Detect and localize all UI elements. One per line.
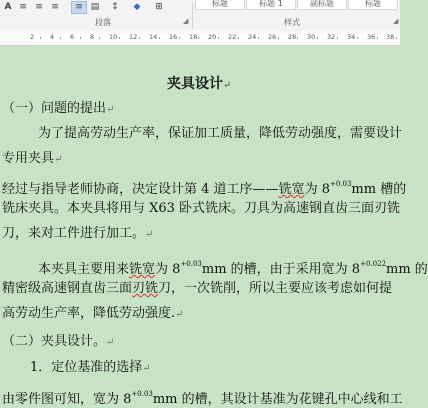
section-heading[interactable]: （二）夹具设计。↵ (2, 334, 115, 349)
paragraph-line[interactable]: 高劳动生产率，降低劳动强度.↵ (2, 306, 184, 321)
ruler-tick (317, 37, 318, 39)
ruler-number: 2 (30, 33, 35, 41)
ruler-number: 18 (189, 33, 198, 41)
ruler-tick (198, 37, 199, 39)
ruler-tick (40, 37, 41, 39)
styles-dialog-launcher[interactable]: ◢ (393, 17, 399, 25)
ruler-tick (60, 37, 61, 39)
ruler-number: 4 (50, 33, 55, 41)
ruler-number: 38 (386, 33, 395, 41)
paragraph-dialog-launcher[interactable]: ◢ (183, 17, 189, 25)
paragraph-line[interactable]: 刀，来对工件进行加工。↵ (2, 226, 154, 241)
ruler-tick (80, 37, 81, 39)
document-title[interactable]: 夹具设计↵ (167, 76, 232, 92)
ruler-tick (179, 37, 180, 39)
ruler-tick (99, 37, 100, 39)
ruler-tick (218, 37, 219, 39)
ruler-number: 32 (327, 33, 336, 41)
paragraph-line[interactable]: 精密级高速钢直齿三面刃铣刀，一次铣削，所以主要应该考虑如何提 (2, 281, 393, 296)
paragraph-line[interactable]: 专用夹具↵ (2, 151, 63, 166)
shading-button[interactable]: ◆ (133, 2, 141, 12)
align-left-button[interactable]: ≡ (19, 2, 27, 12)
ruler-number: 24 (248, 33, 257, 41)
ruler-tick (258, 37, 259, 39)
paragraph-line[interactable]: 经过与指导老师协商，决定设计第 4 道工序——铣宽为 $8^{+0.03}mm$ 槽的 (2, 180, 407, 197)
ruler-number: 10 (109, 33, 118, 41)
align-center-button[interactable]: ≡ (35, 2, 43, 12)
ruler-tick (238, 37, 239, 39)
document-page[interactable] (0, 46, 428, 407)
paragraph-group-label: 段落 (95, 18, 111, 27)
ruler-tick (357, 37, 358, 39)
subsection-heading[interactable]: 1．定位基准的选择↵ (30, 360, 151, 375)
ruler-number: 20 (208, 33, 217, 41)
style-gallery-item[interactable]: 标题 (348, 0, 398, 10)
ruler-number: 34 (347, 33, 356, 41)
ruler-tick (278, 37, 279, 39)
paragraph-line[interactable]: 铣床夹具。本夹具将用与 X63 卧式铣床。刀具为高速钢直齿三面刃铣 (2, 201, 401, 216)
ruler-number: 26 (268, 33, 277, 41)
section-heading[interactable]: （一）问题的提出↵ (2, 101, 115, 116)
ruler-number: 22 (228, 33, 237, 41)
ruler-tick (337, 37, 338, 39)
horizontal-ruler[interactable] (0, 31, 400, 46)
borders-button[interactable]: ⊞ (155, 2, 163, 12)
ruler-number: 12 (129, 33, 138, 41)
ribbon (0, 0, 400, 32)
ruler-number: 28 (288, 33, 297, 41)
ruler-number: 36 (367, 33, 376, 41)
ruler-number: 14 (149, 33, 158, 41)
styles-group-label: 样式 (284, 18, 300, 27)
align-right-button[interactable]: ≡ (51, 2, 59, 12)
paragraph-line[interactable]: 由零件图可知，宽为 $8^{+0.03}mm$ 的槽，其设计基准为花键孔中心线和工 (2, 390, 403, 407)
style-gallery-item[interactable]: 标题 1 (246, 0, 296, 10)
paragraph-line[interactable]: 本夹具主要用来铣宽为 $8^{+0.03}mm$ 的槽，由于采用宽为 $8^{+0.022}mm$ 的 (38, 260, 428, 277)
ruler-tick (297, 37, 298, 39)
justify-button[interactable]: ≡ (72, 2, 86, 13)
ruler-tick (139, 37, 140, 39)
distribute-button[interactable]: ▤ (90, 2, 100, 12)
ruler-tick (159, 37, 160, 39)
line-spacing-button[interactable]: ↕ (111, 2, 119, 12)
ribbon-edge-glyph[interactable]: A (4, 2, 12, 12)
ruler-number: 8 (90, 33, 95, 41)
ruler-number: 6 (70, 33, 75, 41)
ruler-number: 16 (169, 33, 178, 41)
ruler-tick (396, 37, 397, 39)
ribbon-separator (192, 2, 193, 28)
style-gallery-item[interactable]: 标题 (195, 0, 245, 10)
ruler-tick (119, 37, 120, 39)
ruler-tick (377, 37, 378, 39)
ruler-number: 30 (307, 33, 316, 41)
style-gallery-item[interactable]: 副标题 (297, 0, 347, 10)
paragraph-line[interactable]: 为了提高劳动生产率，保证加工质量，降低劳动强度，需要设计 (38, 126, 403, 141)
